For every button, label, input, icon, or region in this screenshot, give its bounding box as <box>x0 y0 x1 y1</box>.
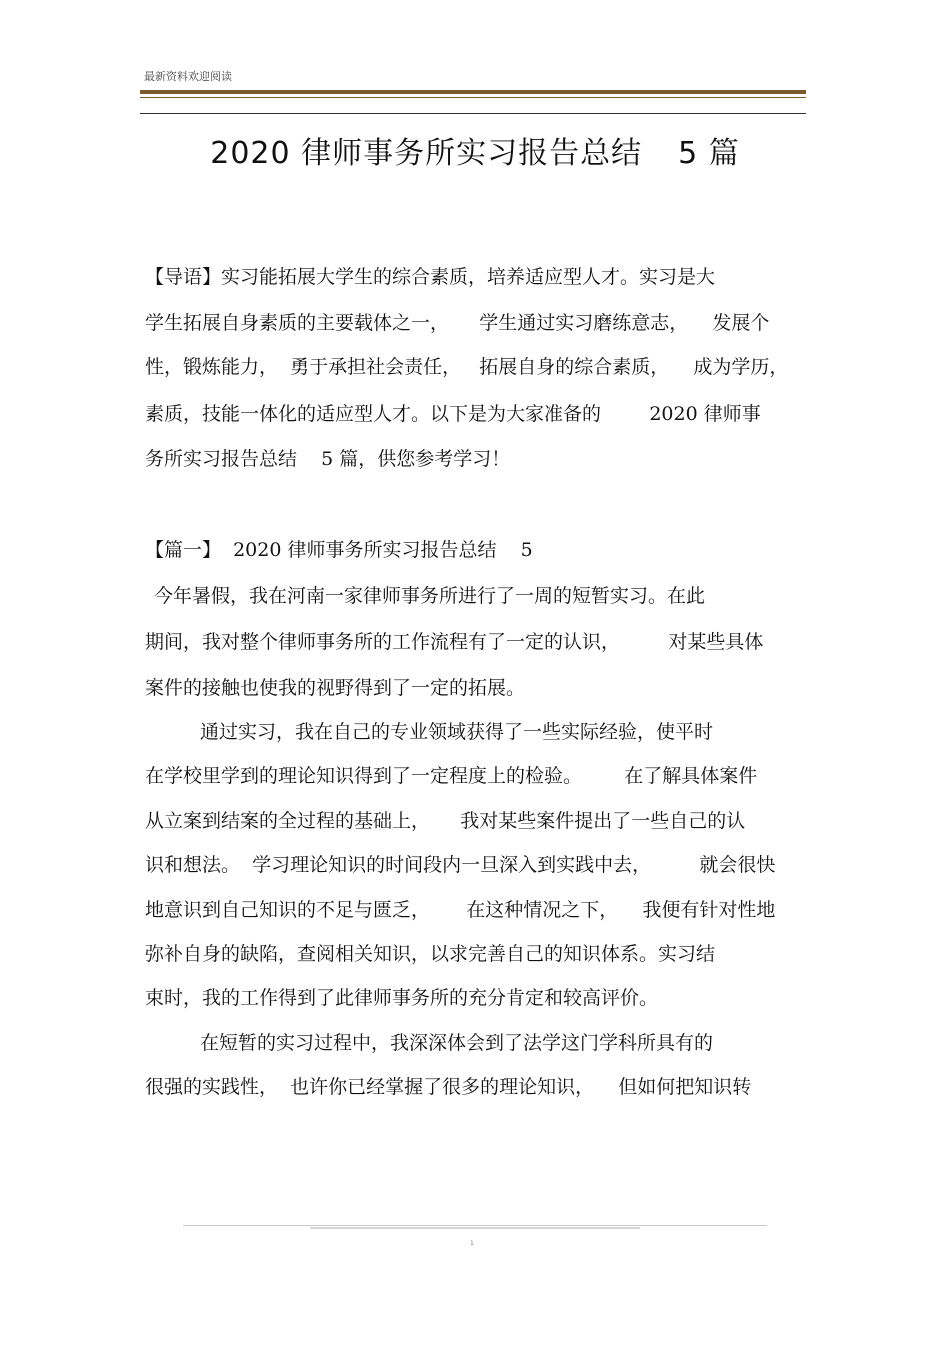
page-header: 最新资料欢迎阅读 <box>144 70 232 83</box>
document-title <box>0 128 950 172</box>
title-main: 2020 律师事务所实习报告总结 <box>210 136 643 171</box>
body-line-2: 期间，我对整个律师事务所的工作流程有了一定的认识， 对某些具体 <box>145 631 764 653</box>
body-line-9: 弥补自身的缺陷，查阅相关知识，以求完善自己的知识体系。实习结 <box>145 943 716 965</box>
header-rule-thin <box>140 97 806 98</box>
body-line-4: 通过实习，我在自己的专业领域获得了一些实际经验，使平时 <box>200 721 714 743</box>
body-line-12: 很强的实践性， 也许你已经掌握了很多的理论知识， 但如何把知识转 <box>145 1076 752 1098</box>
footer-rule <box>183 1225 767 1226</box>
section-heading: 【篇一】 2020 律师事务所实习报告总结 5 <box>145 539 533 561</box>
page-number: 1 <box>470 1240 474 1247</box>
body-line-7: 识和想法。 学习理论知识的时间段内一旦深入到实践中去， 就会很快 <box>145 854 776 876</box>
intro-line-1: 【导语】实习能拓展大学生的综合素质，培养适应型人才。实习是大 <box>145 266 716 288</box>
body-line-5: 在学校里学到的理论知识得到了一定程度上的检验。 在了解具体案件 <box>145 765 758 787</box>
body-line-10: 束时，我的工作得到了此律师事务所的充分肯定和较高评价。 <box>145 987 659 1009</box>
footer-rule-shadow <box>310 1227 640 1229</box>
intro-line-3: 性，锻炼能力， 勇于承担社会责任， 拓展自身的综合素质， 成为学历， <box>145 356 789 378</box>
intro-line-5: 务所实习报告总结 5 篇，供您参考学习！ <box>145 448 511 470</box>
body-line-1: 今年暑假，我在河南一家律师事务所进行了一周的短暂实习。在此 <box>154 585 706 607</box>
intro-line-2: 学生拓展自身素质的主要载体之一， 学生通过实习磨练意志， 发展个 <box>145 312 770 334</box>
body-line-11: 在短暂的实习过程中，我深深体会到了法学这门学科所具有的 <box>200 1032 714 1054</box>
intro-line-4: 素质，技能一体化的适应型人才。以下是为大家准备的 2020 律师事 <box>145 403 761 425</box>
title-count: 5 篇 <box>678 136 740 171</box>
body-line-3: 案件的接触也使我的视野得到了一定的拓展。 <box>145 677 526 699</box>
header-rule-thick <box>140 90 806 94</box>
body-line-8: 地意识到自己知识的不足与匮乏， 在这种情况之下， 我便有针对性地 <box>145 899 776 921</box>
top-rule <box>140 113 806 114</box>
body-line-6: 从立案到结案的全过程的基础上， 我对某些案件提出了一些自己的认 <box>145 810 746 832</box>
